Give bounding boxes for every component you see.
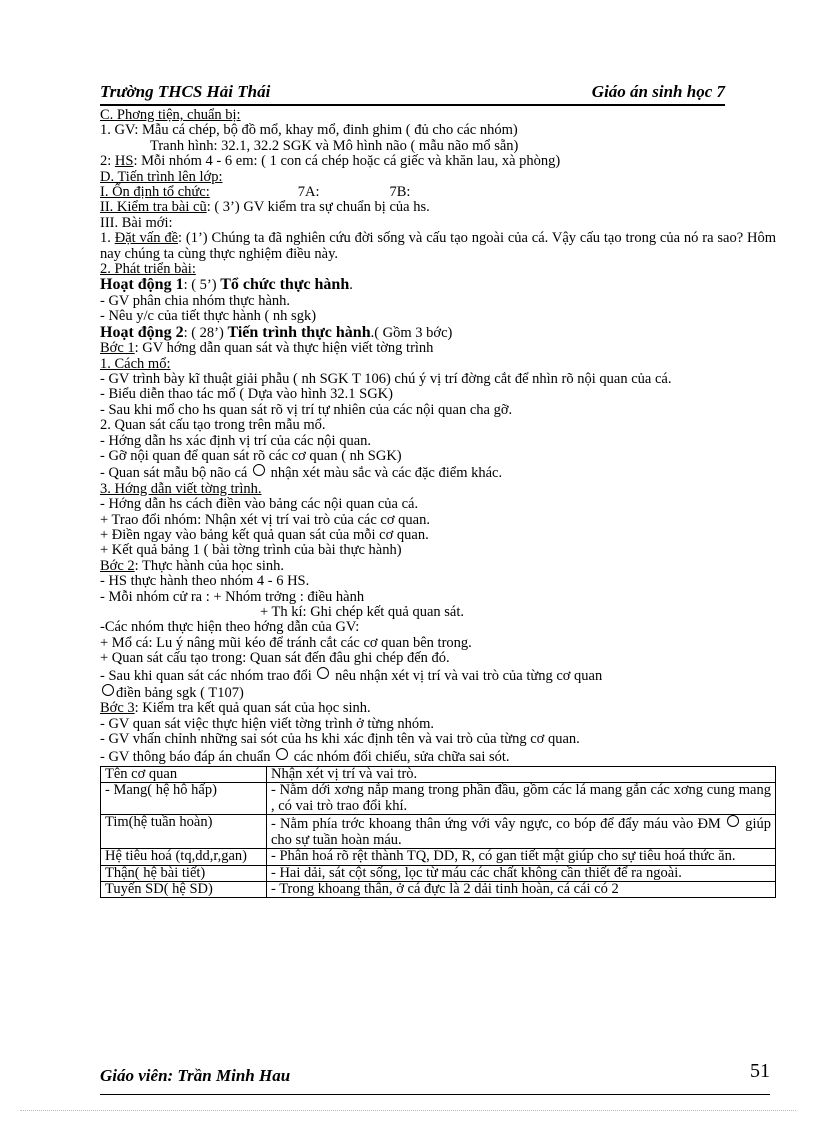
- hs-prep: 2: HS: Mỗi nhóm 4 - 6 em: ( 1 con cá chép hoặc cá giếc và khăn lau, xà phòng): [100, 153, 561, 170]
- organ-cell: - Mang( hệ hô hấp): [101, 783, 267, 815]
- kiem-tra: II. Kiểm tra bài cũ: ( 3’) GV kiểm tra sự chuẩn bị của hs.: [100, 199, 430, 216]
- on-dinh: I. Ổn định tổ chức: 7A: 7B:: [100, 184, 411, 201]
- cach-mo-b: - Biểu diễn thao tác mổ ( Dựa vào hình 32.1 SGK): [100, 386, 393, 403]
- quan-sat-b: - Gỡ nội quan để quan sát rõ các cơ quan ( nh SGK): [100, 447, 402, 464]
- table-row: [101, 815, 776, 849]
- section-d-title: D. Tiến trình lên lớp:: [100, 168, 223, 185]
- buoc-1: Bớc 1: GV hớng dẫn quan sát và thực hiện viết tờng trình: [100, 340, 434, 357]
- organ-cell: Tim(hệ tuần hoàn): [101, 815, 267, 849]
- table-row: [101, 783, 776, 815]
- circle-arrow-icon: [727, 815, 739, 827]
- table-header: Tên cơ quan: [101, 767, 267, 783]
- circle-arrow-icon: [102, 684, 114, 696]
- huong-dan-c: + Điền ngay vào bảng kết quả quan sát của mỗi cơ quan.: [100, 526, 429, 543]
- buoc-2-c: + Th kí: Ghi chép kết quả quan sát.: [260, 604, 465, 620]
- buoc-2-e: + Mổ cá: Lu ý nâng mũi kéo để tránh cắt các cơ quan bên trong.: [100, 634, 472, 651]
- buoc-3-b: - GV vhấn chỉnh những sai sót của hs khi xác định tên và vai trò của từng cơ quan.: [100, 731, 580, 748]
- table-row: [101, 865, 776, 881]
- huong-dan-d: + Kết quả bảng 1 ( bài tờng trình của bài thực hành): [100, 542, 402, 559]
- organ-cell: Thận( hệ bài tiết): [101, 865, 267, 881]
- phat-trien-bai: 2. Phát triển bài:: [100, 261, 196, 278]
- organ-cell: Hệ tiêu hoá (tq,dd,r,gan): [101, 849, 267, 865]
- table-row: [101, 881, 776, 897]
- huong-dan-a: - Hớng dẫn hs cách điền vào bảng các nội quan của cá.: [100, 496, 419, 513]
- quan-sat-c: - Quan sát mẫu bộ não cá nhận xét màu sắc và các đặc điểm khác.: [100, 465, 503, 482]
- desc-cell: - Trong khoang thân, ở cá đực là 2 dải tinh hoàn, cá cái có 2: [267, 881, 776, 897]
- page-header: [100, 80, 725, 106]
- teacher-name: Giáo viên: Trần Minh Hau: [100, 1066, 291, 1085]
- desc-cell: - Nằm dới xơng nắp mang trong phần đầu, gồm các lá mang gắn các xơng cung mang , có vai trò trao đổi khí.: [267, 783, 776, 815]
- quan-sat-a: - Hớng dẫn hs xác định vị trí của các nội quan.: [100, 432, 372, 449]
- table-header-row: [101, 767, 776, 783]
- page-footer: [100, 1060, 770, 1095]
- buoc-2-a: - HS thực hành theo nhóm 4 - 6 HS.: [100, 573, 310, 590]
- hd1-line-a: - GV phân chia nhóm thực hành.: [100, 292, 291, 309]
- gv-prep-images: Tranh hình: 32.1, 32.2 SGK và Mô hình não ( mẫu não mổ sẵn): [150, 137, 519, 154]
- section-c-title: C. Phơng tiện, chuẩn bị:: [100, 107, 241, 123]
- buoc-3-a: - GV quan sát việc thực hiện viết tờng trình ở từng nhóm.: [100, 715, 435, 732]
- lesson-body: [100, 108, 776, 898]
- buoc-2-h: điền bảng sgk ( T107): [100, 684, 776, 701]
- hoat-dong-1: Hoạt động 1: ( 5’) Tổ chức thực hành.: [100, 276, 353, 294]
- huong-dan-b: + Trao đổi nhóm: Nhận xét vị trí vai trò của các cơ quan.: [100, 511, 430, 528]
- cach-mo-c: - Sau khi mổ cho hs quan sát rõ vị trí tự nhiên của các nội quan cha gỡ.: [100, 401, 513, 418]
- subject-title: Giáo án sinh học 7: [591, 82, 725, 101]
- circle-arrow-icon: [253, 464, 265, 476]
- buoc-2-f: + Quan sát cấu tạo trong: Quan sát đến đâu ghi chép đến đó.: [100, 650, 450, 667]
- hd1-line-b: - Nêu y/c của tiết thực hành ( nh sgk): [100, 308, 317, 325]
- buoc-3-c: - GV thông báo đáp án chuẩn các nhóm đối chiếu, sửa chữa sai sót.: [100, 748, 510, 765]
- huong-dan-title: 3. Hớng dẫn viết tờng trình.: [100, 480, 262, 497]
- school-name: Trường THCS Hải Thái: [100, 82, 271, 101]
- cach-mo-a: - GV trình bày kĩ thuật giải phẫu ( nh SGK T 106) chú ý vị trí đờng cắt để nhìn rõ nội quan của cá.: [100, 370, 672, 387]
- buoc-2-d: -Các nhóm thực hiện theo hớng dẫn của GV:: [100, 619, 360, 636]
- buoc-3: Bớc 3: Kiểm tra kết quả quan sát của học sinh.: [100, 700, 371, 717]
- organ-cell: Tuyến SD( hệ SD): [101, 881, 267, 897]
- buoc-2-b: - Mỗi nhóm cử ra : + Nhóm trởng : điều hành: [100, 588, 365, 605]
- page-number: 51: [750, 1060, 770, 1082]
- table-header: Nhận xét vị trí và vai trò.: [267, 767, 776, 783]
- dat-van-de: 1. Đặt vấn đề: (1’) Chúng ta đã nghiên cứu đời sống và cấu tạo ngoài của cá. Vậy cấu tạo trong của nó ra sao? Hôm nay chúng ta cùng thực nghiệm điều này.: [100, 230, 777, 262]
- bai-moi: III. Bài mới:: [100, 214, 173, 231]
- page-bottom-divider: [20, 1110, 796, 1111]
- buoc-2-g: - Sau khi quan sát các nhóm trao đổi nêu nhận xét vị trí và vai trò của từng cơ quan: [100, 667, 603, 684]
- organ-table: [100, 766, 776, 898]
- quan-sat-title: 2. Quan sát cấu tạo trong trên mẫu mổ.: [100, 417, 326, 434]
- circle-arrow-icon: [276, 748, 288, 760]
- desc-cell: - Nằm phía trớc khoang thân ứng với vây ngực, co bóp để đẩy máu vào ĐM giúp cho sự tuần hoàn máu.: [267, 815, 776, 849]
- desc-cell: - Phân hoá rõ rệt thành TQ, DD, R, có gan tiết mật giúp cho sự tiêu hoá thức ăn.: [267, 849, 776, 865]
- cach-mo-title: 1. Cách mổ:: [100, 355, 171, 372]
- table-row: [101, 849, 776, 865]
- hoat-dong-2: Hoạt động 2: ( 28’) Tiến trình thực hành.( Gồm 3 bớc): [100, 323, 453, 341]
- desc-cell: - Hai dải, sát cột sống, lọc từ máu các chất không cần thiết để ra ngoài.: [267, 865, 776, 881]
- circle-arrow-icon: [317, 667, 329, 679]
- gv-prep: 1. GV: Mẫu cá chép, bộ đồ mổ, khay mổ, đinh ghim ( đủ cho các nhóm): [100, 122, 518, 139]
- buoc-2: Bớc 2: Thực hành của học sinh.: [100, 557, 284, 574]
